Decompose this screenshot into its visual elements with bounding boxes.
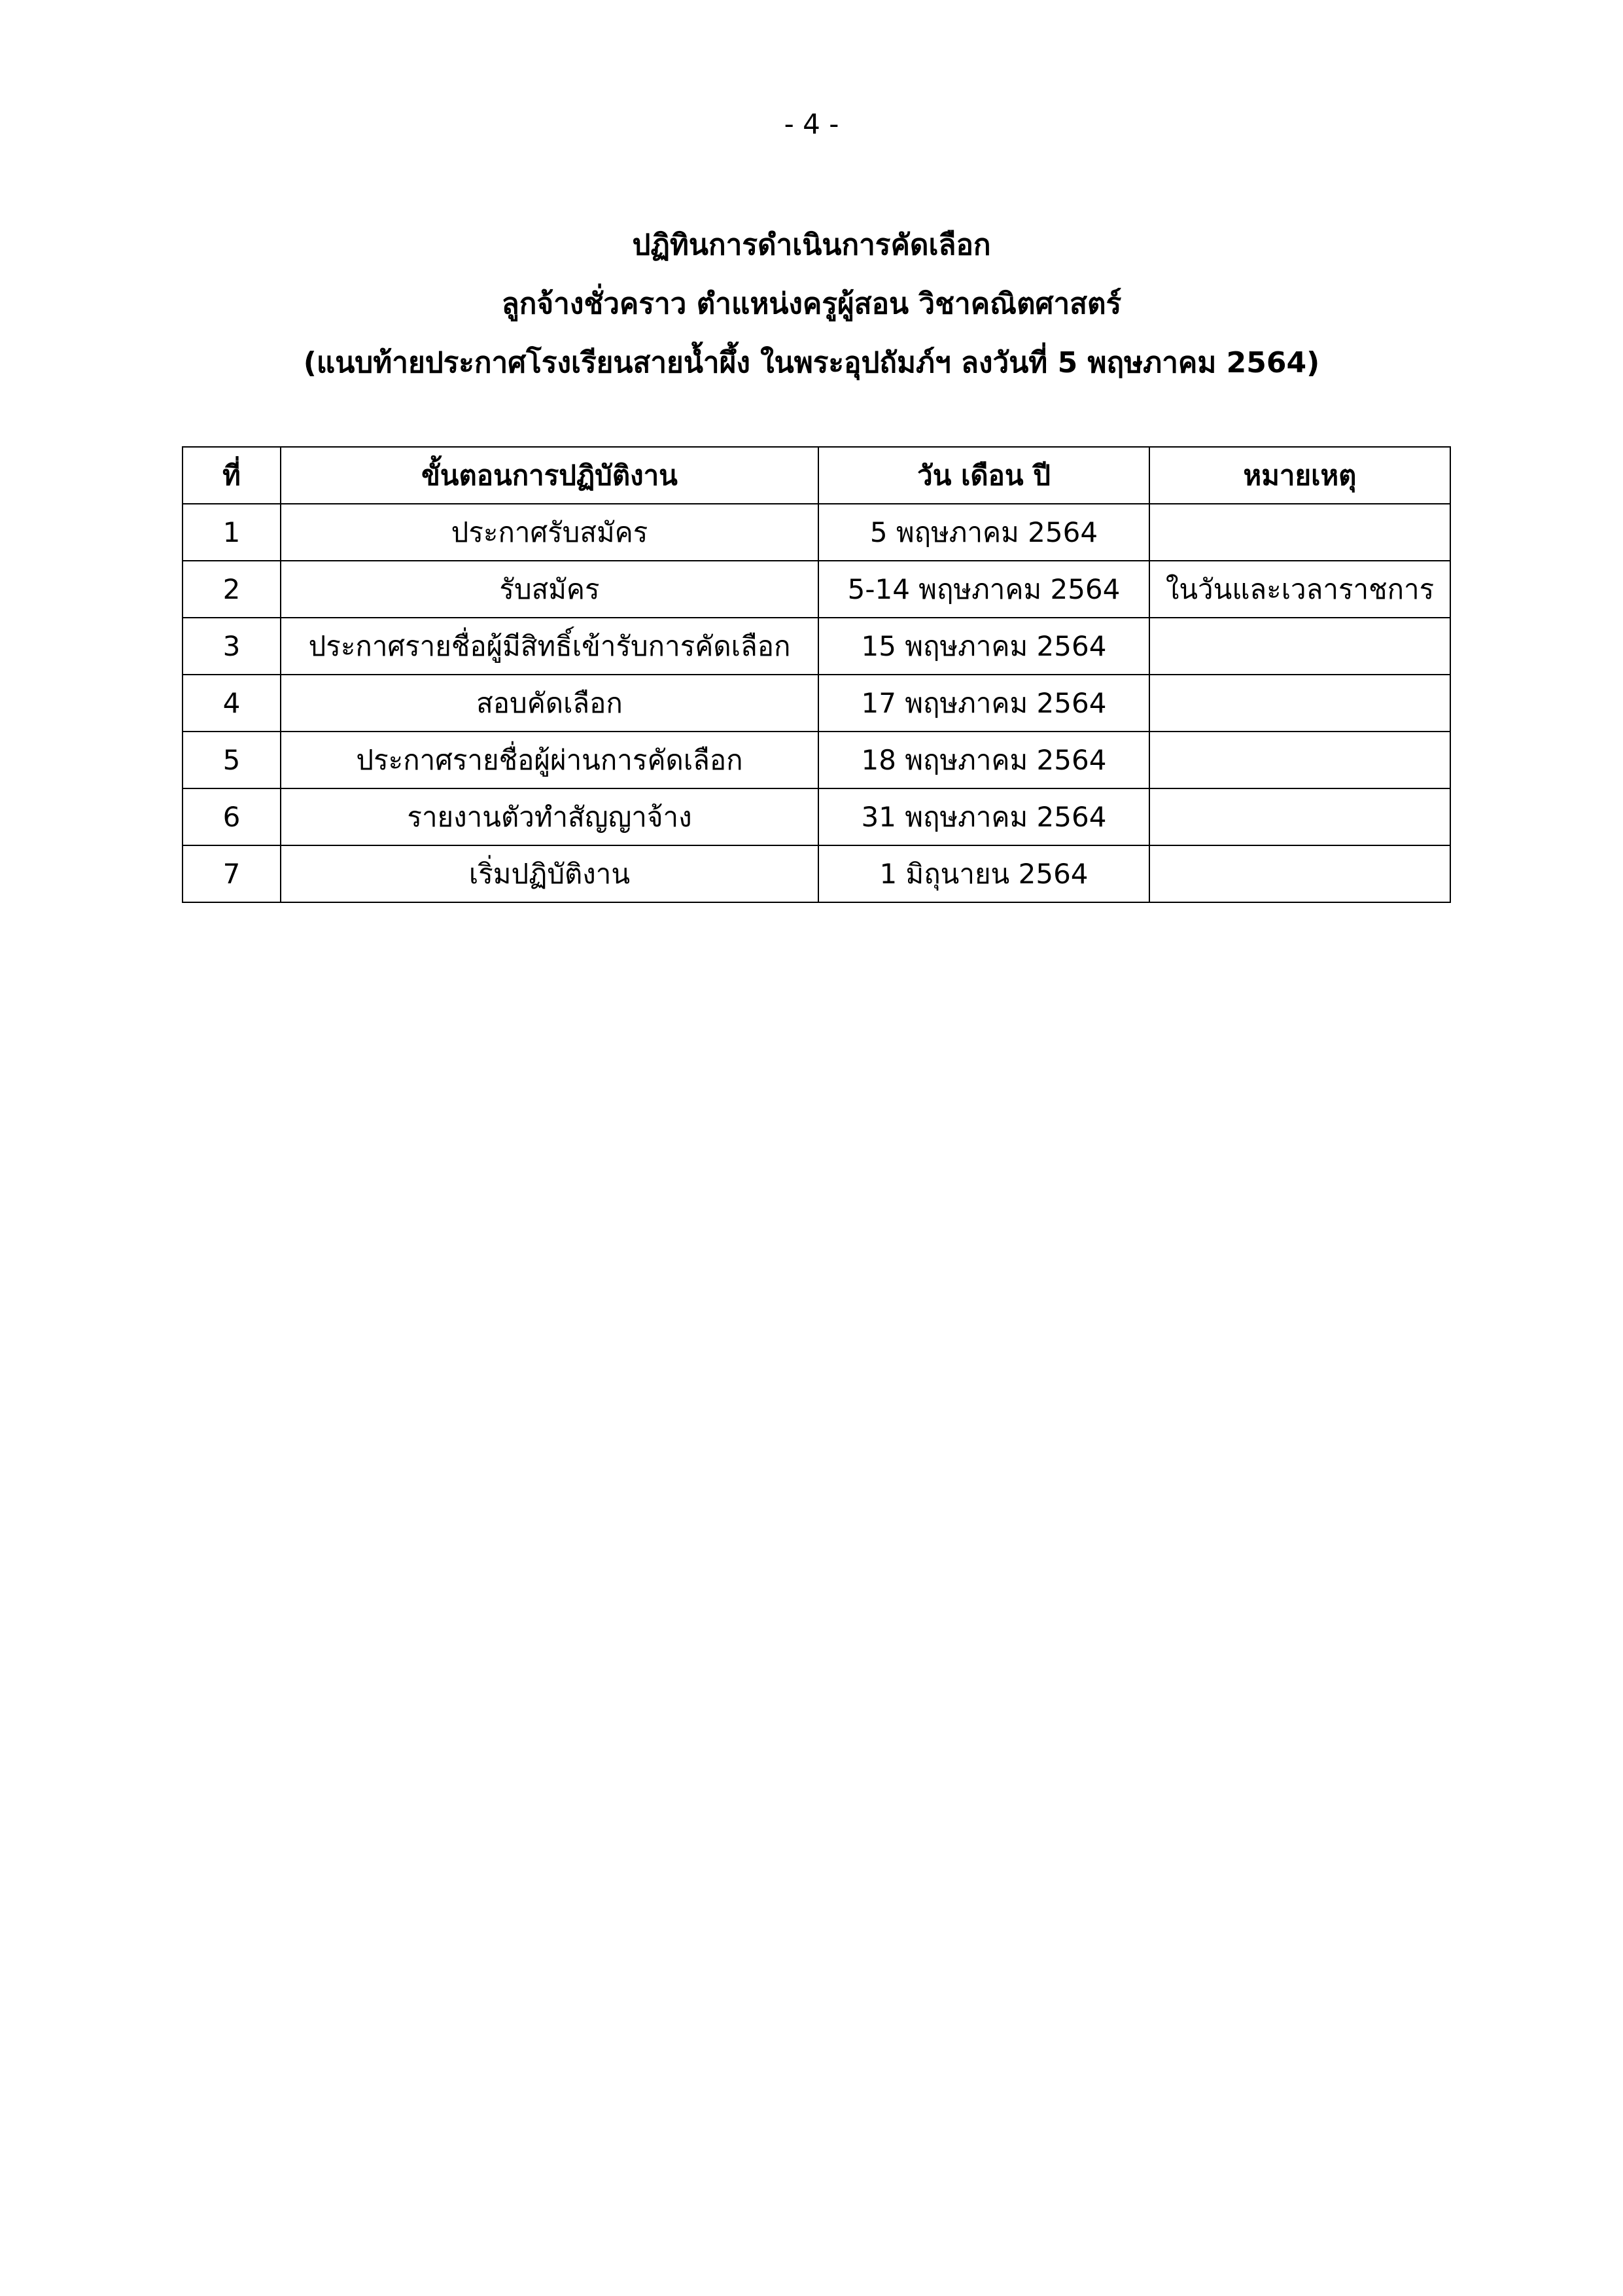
row-no: 6 xyxy=(183,788,281,845)
row-no: 2 xyxy=(183,561,281,618)
row-no: 4 xyxy=(183,675,281,732)
table-row xyxy=(183,732,1450,788)
row-note xyxy=(1149,732,1450,788)
row-step: รับสมัคร xyxy=(281,561,818,618)
row-no: 5 xyxy=(183,732,281,788)
row-step: รายงานตัวทำสัญญาจ้าง xyxy=(281,788,818,845)
row-step: เริ่มปฏิบัติงาน xyxy=(281,845,818,902)
table-row xyxy=(183,845,1450,902)
row-step: ประกาศรับสมัคร xyxy=(281,504,818,561)
row-note xyxy=(1149,788,1450,845)
header-note: หมายเหตุ xyxy=(1149,447,1450,504)
table-row xyxy=(183,788,1450,845)
title-line-3: (แนบท้ายประกาศโรงเรียนสายน้ำผึ้ง ในพระอุปถัมภ์ฯ ลงวันที่ 5 พฤษภาคม 2564) xyxy=(303,346,1320,380)
row-date: 1 มิถุนายน 2564 xyxy=(818,845,1149,902)
row-note: ในวันและเวลาราชการ xyxy=(1149,561,1450,618)
header-no: ที่ xyxy=(183,447,281,504)
table-row xyxy=(183,675,1450,732)
table-row xyxy=(183,618,1450,675)
row-date: 5-14 พฤษภาคม 2564 xyxy=(818,561,1149,618)
schedule-table xyxy=(182,446,1451,903)
row-step: สอบคัดเลือก xyxy=(281,675,818,732)
document-title xyxy=(0,216,1623,393)
table-header-row xyxy=(183,447,1450,504)
row-date: 31 พฤษภาคม 2564 xyxy=(818,788,1149,845)
row-no: 7 xyxy=(183,845,281,902)
row-no: 1 xyxy=(183,504,281,561)
row-note xyxy=(1149,845,1450,902)
row-step: ประกาศรายชื่อผู้ผ่านการคัดเลือก xyxy=(281,732,818,788)
header-step: ขั้นตอนการปฏิบัติงาน xyxy=(281,447,818,504)
header-date: วัน เดือน ปี xyxy=(818,447,1149,504)
row-note xyxy=(1149,504,1450,561)
row-date: 15 พฤษภาคม 2564 xyxy=(818,618,1149,675)
row-date: 17 พฤษภาคม 2564 xyxy=(818,675,1149,732)
row-date: 18 พฤษภาคม 2564 xyxy=(818,732,1149,788)
page-number: - 4 - xyxy=(784,108,839,140)
row-no: 3 xyxy=(183,618,281,675)
row-step: ประกาศรายชื่อผู้มีสิทธิ์เข้ารับการคัดเลือก xyxy=(281,618,818,675)
row-note xyxy=(1149,675,1450,732)
row-date: 5 พฤษภาคม 2564 xyxy=(818,504,1149,561)
title-line-2: ลูกจ้างชั่วคราว ตำแหน่งครูผู้สอน วิชาคณิตศาสตร์ xyxy=(501,287,1122,321)
row-note xyxy=(1149,618,1450,675)
table-row xyxy=(183,561,1450,618)
title-line-1: ปฏิทินการดำเนินการคัดเลือก xyxy=(632,228,991,262)
table-row xyxy=(183,504,1450,561)
